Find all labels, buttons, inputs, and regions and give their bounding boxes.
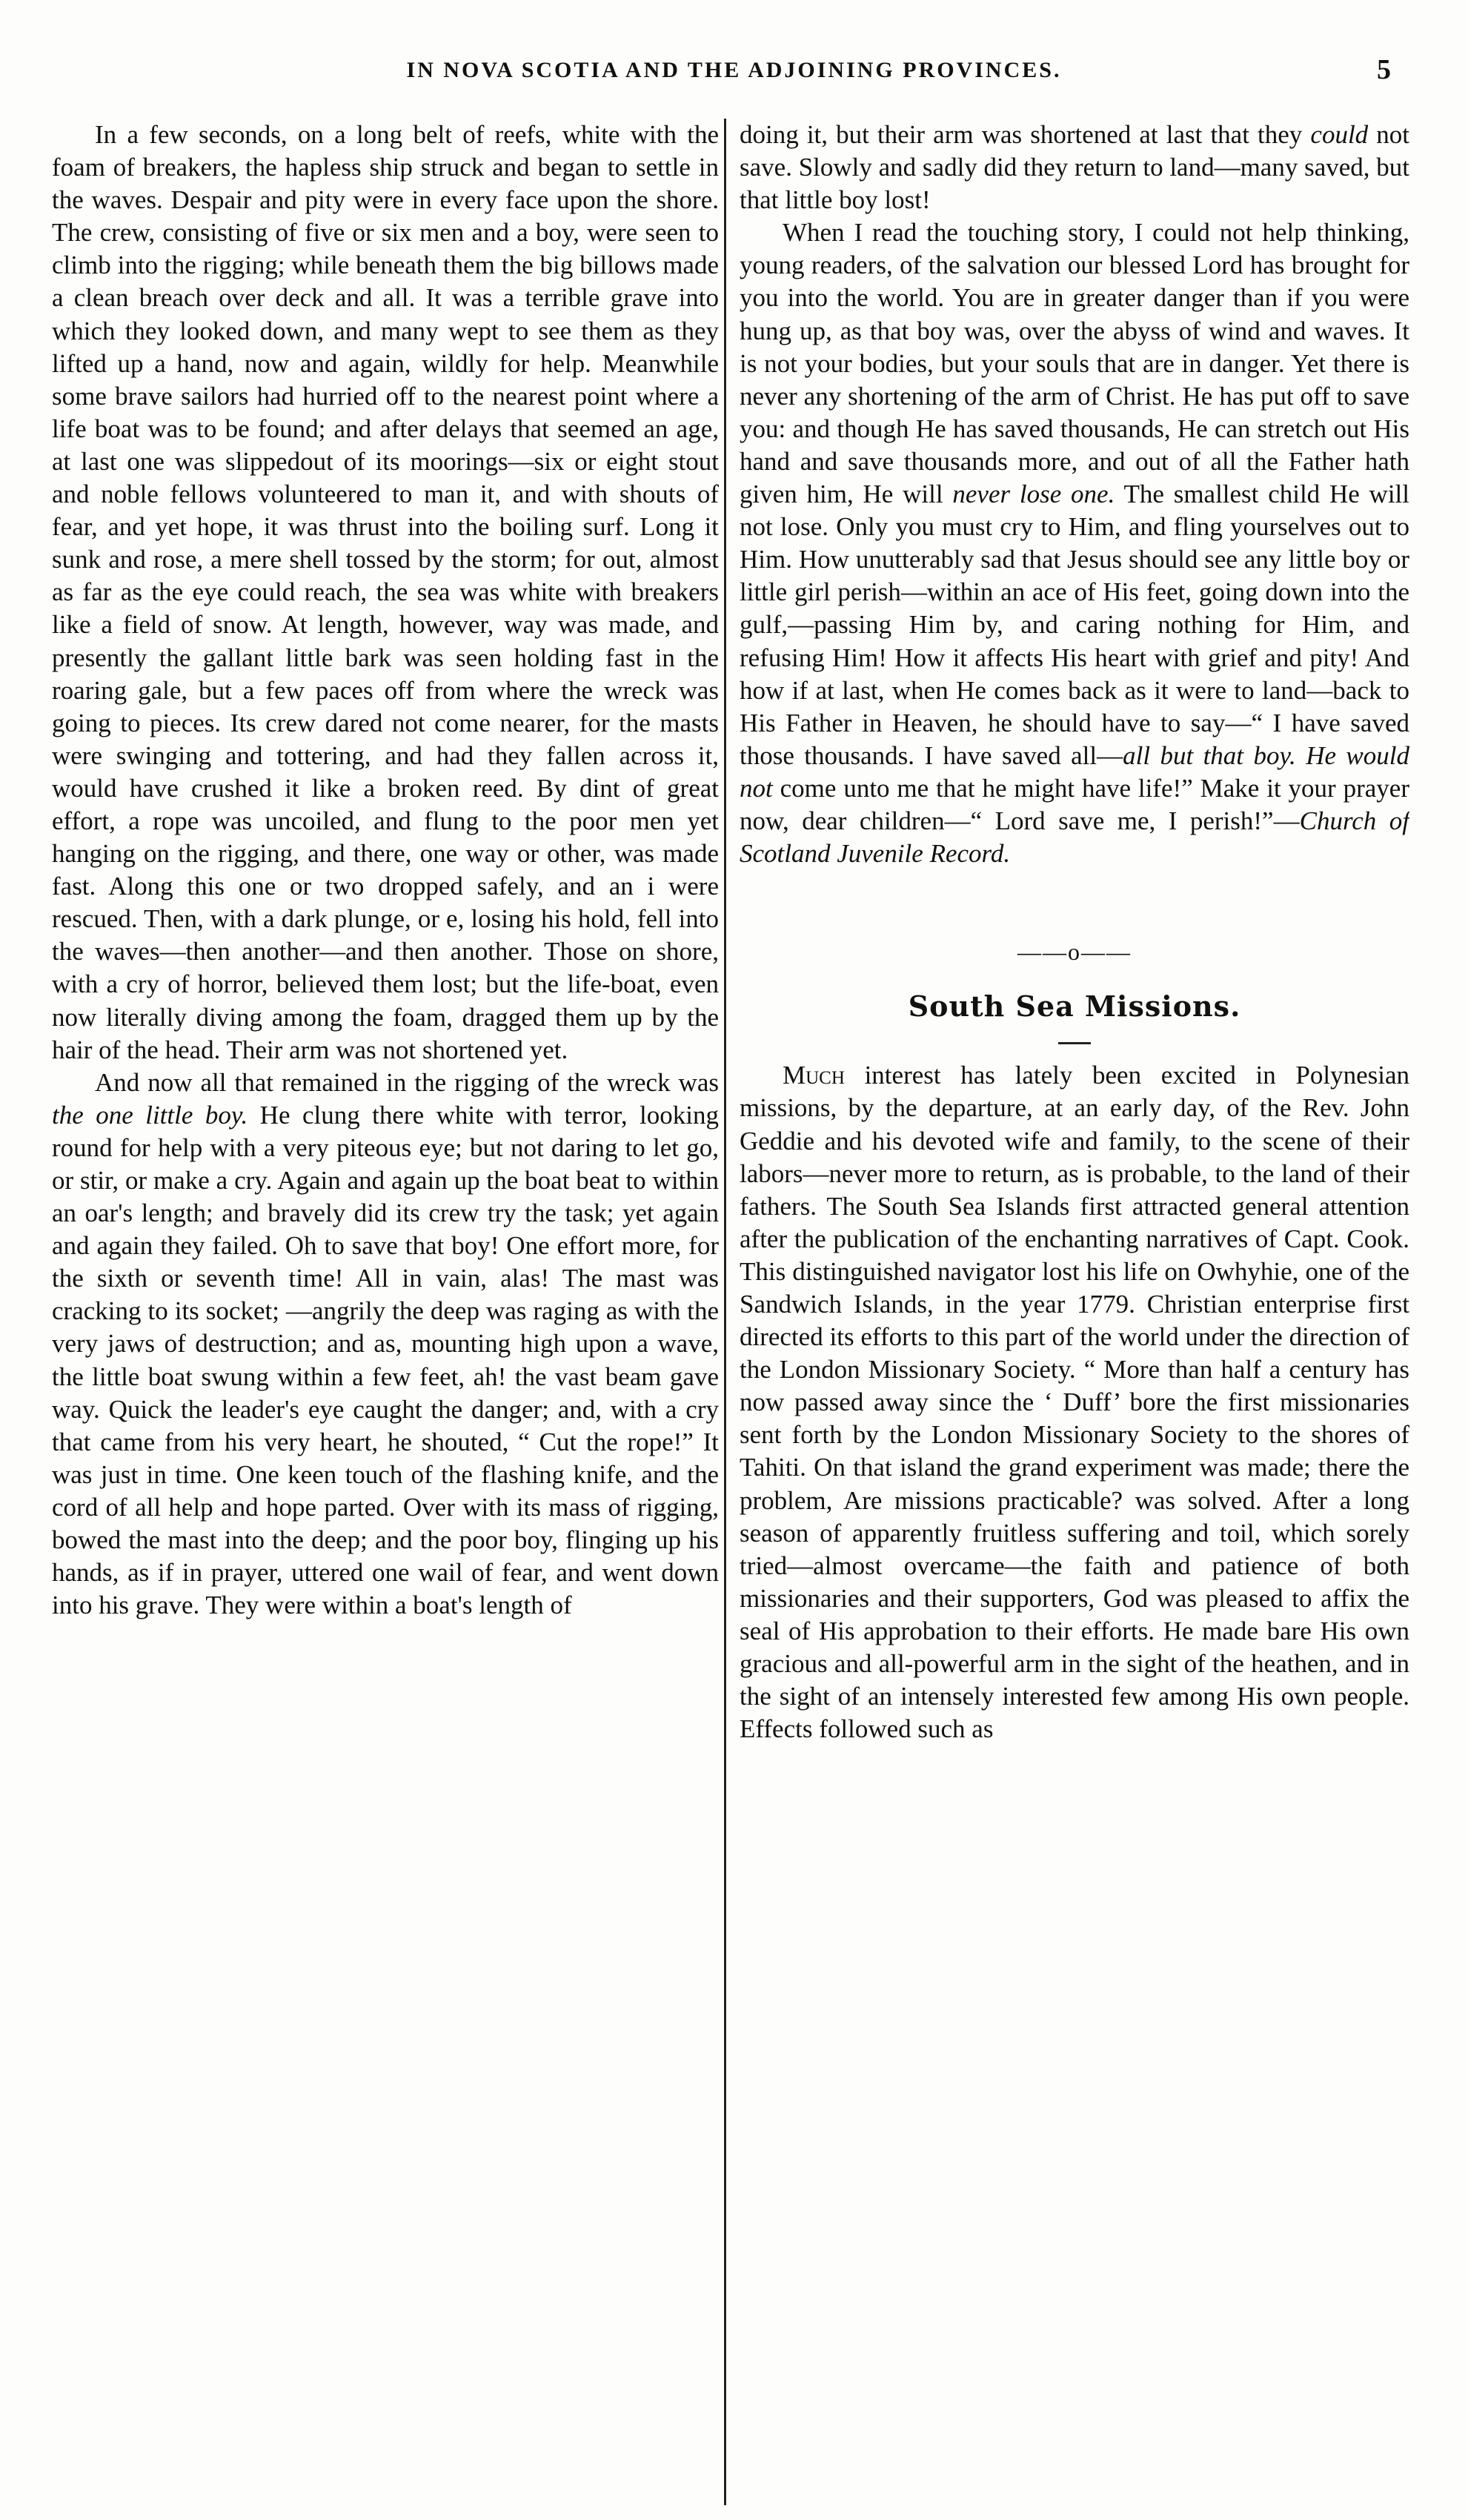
- right-p2-italic-2: all but that boy. He would not: [740, 740, 1409, 803]
- section-separator: ——o——: [1017, 938, 1132, 966]
- right-paragraph-2: [740, 216, 1409, 870]
- right-p1-italic-1: could: [1310, 120, 1369, 149]
- running-head: IN NOVA SCOTIA AND THE ADJOINING PROVINCES.: [406, 58, 1062, 82]
- section-title: South Sea Missions.: [908, 989, 1241, 1024]
- right-p1-text-a: doing it, but their arm was shortened at last that they: [740, 120, 1311, 149]
- right-p2-text-c: come unto me that he might have life!” Make it your prayer now, dear children—“ Lord save me, I perish!”—: [740, 773, 1409, 835]
- right-p2-italic-3: Church of Scotland Juvenile Record.: [740, 806, 1409, 869]
- left-p2-text-a: And now all that remained in the rigging of the wreck was: [95, 1067, 719, 1097]
- left-p2-text-b: He clung there white with terror, looking round for help with a very piteous eye; but not daring to let go, or stir, or make a cry. Again and again up the boat beat to within an oar's length; and bravely did its crew try the task; yet again and again they failed. Oh to save that boy! One effort more, for the sixth or seventh time! All in vain, alas! The mast was cracking to its socket; —angrily the deep was raging as with the very jaws of destruction; and as, mounting high upon a wave, the little boat swung within a few feet, ah! the vast beam gave way. Quick the leader's eye caught the danger; and, with a cry that came from his very heart, he shouted, “ Cut the rope!” It was just in time. One keen touch of the flashing knife, and the cord of all help and hope parted. Over with its mass of rigging, bowed the mast into the deep; and the poor boy, flinging up his hands, as if in prayer, uttered one wail of fear, and went down into his grave. They were within a boat's length of: [52, 1100, 719, 1620]
- left-paragraph-2: [52, 1067, 719, 1622]
- column-divider: [724, 119, 726, 2505]
- right-p2-text-b: The smallest child He will not lose. Only you must cry to Him, and fling yourselves out to Him. How unutterably sad that Jesus should see any little boy or little girl perish—within an ace of His feet, going down into the gulf,—passing Him by, and caring nothing for Him, and refusing Him! How it affects His heart with grief and pity! And how if at last, when He comes back as it were to land—back to His Father in Heaven, he should have to say—“ I have saved those thousands. I have saved all—: [740, 480, 1409, 770]
- left-p2-italic-1: the one little boy.: [52, 1100, 248, 1130]
- right-p1-text-b: not save. Slowly and sadly did they return to land—many saved, but that little boy lost!: [740, 120, 1409, 215]
- left-column: [52, 119, 719, 2505]
- right-paragraph-3: [740, 1059, 1409, 1745]
- right-paragraph-1: [740, 119, 1409, 216]
- right-column: [740, 119, 1409, 2505]
- right-p3-body: interest has lately been excited in Polynesian missions, by the departure, at an early day, of the Rev. John Geddie and his devoted wife and family, to the scene of their labors—never more to return, as is probable, to the land of their fathers. The South Sea Islands first attracted general attention after the publication of the enchanting narratives of Capt. Cook. This distinguished navigator lost his life on Owhyhie, one of the Sandwich Islands, in the year 1779. Christian enterprise first directed its efforts to this part of the world under the direction of the London Missionary Society. “ More than half a century has now passed away since the ‘ Duff’ bore the first missionaries sent forth by the London Missionary Society to the shores of Tahiti. On that island the grand experiment was made; there the problem, Are missions practicable? was solved. After a long season of apparently fruitless suffering and toil, which sorely tried—almost overcame—the faith and patience of both missionaries and their supporters, God was pleased to affix the seal of His approbation to their efforts. He made bare His own gracious and all-powerful arm in the sight of the heathen, and in the sight of an intensely interested few among His own people. Effects followed such as: [740, 1061, 1409, 1744]
- opening-word: Much: [783, 1061, 845, 1090]
- page-number: 5: [1377, 54, 1391, 85]
- title-rule: [1058, 1042, 1091, 1044]
- right-p2-text-a: When I read the touching story, I could not help thinking, young readers, of the salvation our blessed Lord has brought for you into the world. You are in greater danger than if you were hung up, as that boy was, over the abyss of wind and waves. It is not your bodies, but your souls that are in danger. Yet there is never any shortening of the arm of Christ. He has put off to save you: and though He has saved thousands, He can stretch out His hand and save thousands more, and out of all the Father hath given him, He will: [740, 218, 1409, 509]
- left-paragraph-1: In a few seconds, on a long belt of reefs, white with the foam of breakers, the hapless ship struck and began to settle in the waves. Despair and pity were in every face upon the shore. The crew, consisting of five or six men and a boy, were seen to climb into the rigging; while beneath them the big billows made a clean breach over deck and all. It was a terrible grave into which they looked down, and many wept to see them as they lifted up a hand, now and again, wildly for help. Meanwhile some brave sailors had hurried off to the nearest point where a life boat was to be found; and after delays that seemed an age, at last one was slippedout of its moorings—six or eight stout and noble fellows volunteered to man it, and with shouts of fear, and yet hope, it was thrust into the boiling surf. Long it sunk and rose, a mere shell tossed by the storm; for out, almost as far as the eye could reach, the sea was white with breakers like a field of snow. At length, however, way was made, and presently the gallant little bark was seen holding fast in the roaring gale, but a few paces off from where the wreck was going to pieces. Its crew dared not come nearer, for the masts were swinging and tottering, and had they fallen across it, would have crushed it like a broken reed. By dint of great effort, a rope was uncoiled, and flung to the poor men yet hanging on the rigging, and there, one way or other, was made fast. Along this one or two dropped safely, and an i were rescued. Then, with a dark plunge, or e, losing his hold, fell into the waves—then another—and then another. Those on shore, with a cry of horror, believed them lost; but the life-boat, even now literally diving among the foam, dragged them up by the hair of the head. Their arm was not shortened yet.: [52, 120, 719, 1064]
- right-p2-italic-1: never lose one.: [952, 480, 1115, 509]
